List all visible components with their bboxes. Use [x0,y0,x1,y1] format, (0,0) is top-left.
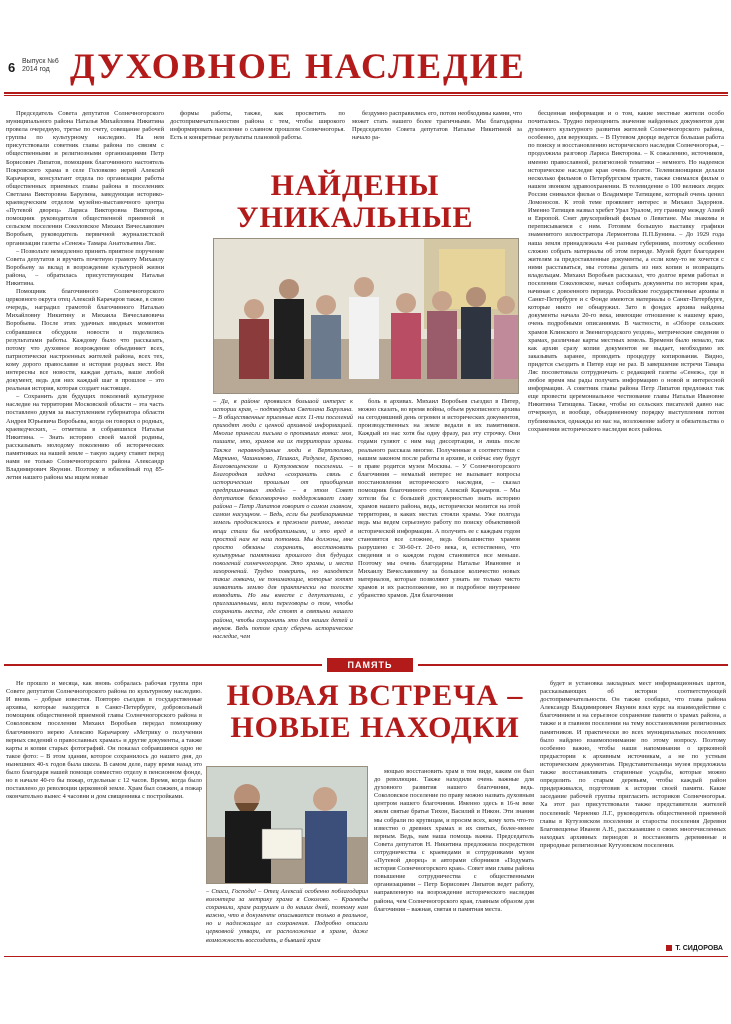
issue-number: Выпуск №6 [22,58,59,65]
page-number: 6 [8,60,16,75]
issue-year: 2014 год [22,66,50,73]
meeting-photo-image [207,767,368,884]
article1-paragraph: боль в архивах. Михаил Воробьев съездил в Питер, можно сказать, во время войны, объем рукописного архива на сегодняшний день огромен и исторических документов, производственных на земле ведали в их памятников. Каждый из нас хотя бы одну фразу, раз эту строчку. Они годами гуляют с ним над диссертации, и лишь после реального рассказа многие. Полученные в соответствии с нашим законом после работы в архиве, и сейчас ему будут в праве родится музеи Москвы. – У Солнечногорского благочиния – немалый интерес не вызывает вопросы восстановления исторического наследия, – сказал помощник благочинного отец Алексий Карачаров. – Мы хотели бы с большей достоверностью знать историю храмов нашего района, ведь, исторически молится на этой территории, в каких местах стояли храмы. Уже полгода ведь мы ведем серьезную работу по поиску объективной исторической информации. А получить ее с каждым годом становится все сложнее, ведь большинство храмов разрушено с 30-60-гг. 20-го века, и, естественно, что сведения и о каждом годом становится все меньше. Поэтому мы очень благодарны Наталье Ивановне и Михаилу Вячеславовичу за большое количество новых материалов, которые позволяют узнать не только чисто храмов и их расположение, но и подробное внутреннее убранство храмов. Для благочиния [358,398,520,600]
signature-square-icon [666,945,672,951]
page-header [0,0,731,100]
article2-title-line1: НОВАЯ ВСТРЕЧА – [226,679,524,712]
article2-column-2 [374,768,534,954]
article1-column-4 [528,110,724,655]
article1-paragraph: Помощник благочинного Солнечногорского церковного округа отец Алексий Карачаров также, в свою очередь, наградил грамотой благочинного Наталью Михайловну Никитину и Михаила Вячеславовича Воробьева. После этих удачных вводных моментов собравшиеся обсудили новости и поделились результатами работы. Каждому было что рассказать, потому что духовное возрождение объединяет всех, патриотически настроенных жителей района, всех тех, кому дорого православие и история родных мест. Им интересны все новости, каждая деталь, ваше любой документ, ведь для них каждый шаг в прошлое – это реальная история, которая создает настоящее. [6,288,164,393]
article1-paragraph: Председатель Совета депутатов Солнечногорского муниципального района Наталья Михайловна Никитина провела очередную, третье по счету, совещание рабочей группы по культурному наследию. На нем присутствовали советник главы района по связям с общественными и религиозными организациями Петр Борисович Липатов, помощник благочинного настоятель Покровского храма в селе Головково иерей Алексий Карачаров, консультант отдела по организации работы общественных приемных главы района в поселениях Светлана Викторовна Барулина, заведующая историко-краеведческим отделом музейно-выставочного центра «Путевой дворец» Лариса Викторовна Викторова, помощник руководителя общественной приемной в сельском поселении Соколовское Михаил Вячеславович Воробьев, руководитель первичной журналистской организации газеты «Сенеж» Тамара Анатольевна Ляс. [6,110,164,247]
article1-column-2-top [170,110,345,166]
divider-line-left [4,664,322,666]
article1-paragraph: бездумно расправились его, потом необходимы камни, что может стать нашего более трагичными. Мы благодарны Председателю Совета депутатов Наталье Никитиной за начало ра- [352,110,522,142]
article1-paragraph: – Сохранить для будущих поколений культурное наследие на территории Московской области – эта часть поставлено двумя за выступлением губернатора области Андрея Юрьевича Воробьева, когда он говорил о родных, краеведческих, – отметила в собравшихся Наталья Никитина. – Знать историю своей малой родины, рассказывать молодому поколению об исторических памятниках на нашей земле – такую задачу ставит перед нами не только Солнечногорского района Александр Владимирович Якунин. Поэтому в юбилейный год 85-летия нашего района мы ищем новые [6,393,164,482]
caption-text: – Да, в районе проявился большой интерес к истории края, – подтвердила Светлана Барулина. – В общественные приемные всех 11-ти поселений приходят люди с ценной архивной информацией. Многие принесли письма о пропавших вояка: мол, пишите, это, храмов на их территории храмы. Также неравнодушные люди в Вертлюгино, Маркино, Чашниково, Пешках, Радумле, Брехово, Благовещенском и Кутузовском поселении. – Благородная задача «сохранить связь с историческим прошлым от приобщения предприимчивых людей» – в этом Совет депутатов безоговорочно поддерживает главу района – Петр Липатов говорит о самом главном, самом насущном. – Ведь, если бы разбазаривание земель продолжилось в прежнем ритме, многие вещи стали бы необратимыми, и это вред в простой нам не наш потомки. Мы должны, мне просто обязаны сохранить, восстановить культурные памятники прошлого для будущих поколений солнечногорцев. Это храмы, и места захоронений. Трудно поверить, но находятся такие ловкачи, не понимающие, которые хотят захватить землю для практически на погосте возводить. Но мы вместе с депутатами, с приглашенными, вели переговоры о том, чтобы сохранить места, где стоят в святыни нашего района, чтобы сохранить это для наших детей и внуков. Ведь потом сразу сберечь историческое наследие, чем [213,398,353,640]
author-name: Т. СИДОРОВА [675,945,723,952]
bottom-rule [4,956,728,957]
article1-paragraph: формы работы, также, как просветить по достопримечательностям района с тем, чтобы широкого информировать население о славном прошлом Солнечногорья. Есть и конкретные результаты плановой работы. [170,110,345,142]
article1-photo-caption [213,398,353,656]
section-divider [4,658,728,672]
article1-title-line1: НАЙДЕНЫ УНИКАЛЬНЫЕ [236,169,474,234]
article2-paragraph: мощью восстановить храм в том виде, каким он был до революции. Также находили очень важные для духовного развития нашего благочиния, ведь. Соколовское поселение по праву можно назвать духовным центром нашего благочиния. Именно здесь в 16-м веке жили святые братья Тихон, Василий и Никон. Эти знания мы собрали по крупицам, и просим всех, кому хоть что-то известно о древних храмах и их святых, более-менее верным. Ведь, нам наша помощь важна. Председатель Совета депутатов Н. Никитина предложила посредством сотрудничества с краеведами и сотрудниками музея «Путевой дворец» и авторами сборников «Подумать история Солнечногорского края». Совет ими главы района повышение сотрудничества с общественными организациями – Петр Борисович Липатов ведет работу, направленную на возрождение исторического наследия района, чем Солнечногорского края, главным образом для благочиния – важная, святая и памятная места. [374,768,534,913]
caption-text: – Спаси, Господи! – Отец Алексий особенно поблагодарил волонтера за метрику храма в Соколово. – Краеведы сохранили, храм разрушен и до наших дней, поэтому нам важно, что в документе описывается только в реальное, но и надлежащее из сохранения. Подробно описали церковной утвари, ее расположение в храме, даже возможность воссоздать, а бывшей храм [206,888,368,944]
issue-info [22,58,59,74]
article2-column-3 [540,680,726,938]
header-rule [4,92,728,94]
article1-column-3-bottom [358,398,520,656]
article1-column-3-top [352,110,522,166]
rubric-title: ДУХОВНОЕ НАСЛЕДИЕ [70,46,526,86]
article2-paragraph: Не прошло и месяца, как вновь собралась рабочая группа при Совете депутатов Солнечногорского района по культурному наследию. И вновь – добрые известия. Повторю съездив в государственные архивы, которые находятся в Санкт-Петербурге, добровольный помощник общественной приемной главы Солнечногорского района в Соколовском поселении Михаил Воробьев передал помощнику благочинного иерею Алексию Карачарову «Метрику о получении верных сведений о православных храмах» и другие документы, а также карты и копии старых фотографий. Он показал собравшимся одно не такое фото: – В этом здании, которое сохранилось до нашего дня, до нынешних 40-х годов была школа. В самом деле, пару время назад это было благодаря нашей помощи совместно отделу в пенсионном фонде, но в начале 40-го бы пожар, отдельные с 12 часов. Время, когда было поставлено до революции церковной земле. Храм был сожжен, а пожар окончательно вынес 4 часовни и дом священника с постройками. [6,680,202,801]
header-rule-thin [4,95,728,96]
article2-photo [206,766,368,884]
author-signature [666,945,723,952]
article2-title-line2: НОВЫЕ НАХОДКИ [230,711,520,744]
article2-column-1 [6,680,202,952]
article1-paragraph: бесценная информация и о том, какие местные жители особо почитались. Трудно переоценить значение найденных документов для духовного культурного развития жителей Солнечногорского района, особенно, для верующих. – В Путевом дворце ведется большая работа по поиску и восстановлению исторического наследия Солнечногорья, – продолжила разговор Лариса Викторова. – К сожалению, источников, именно православной, религиозной тематики – немного. Но надеемся историческое наследие края очень богатое. Телевизионщики делали несколько фильмов о Петербургском тракте, также снимался фильм о нашем звонком здравоохранении. В телевидение о 100 великих людях России снимался фильм о Владимире Татищеве, который очень ценил Ломоносов. К этой теме проявляет интерес и Михаил Задорнов. Именно Татищев назвал хребет Урал Уралом, эту границу между Азией и Европой. Снят двухсерийный фильм о Левитане. Мы знакомы и переписываемся с ним. Готовим большую выставку графики знаменитого иллюстратора Лермонтова П.П.Бунина. – До 1929 года наша земля принадлежала 4-м разным губерниям, поэтому особенно сложно собрать материалы об этом периоде. Музей будет благодарен жителям за предоставленные документы, а если кому-то не хочется с ними расставаться, мы готовы делать из них копии и возвращать владельцам. Михаил Воробьев рассказал, что долгое время работал в поселении Соколовское, начал собирать документы по истории края, начиная с довоенного периода. Российские государственные архивы в Санкт-Петербурге и с Фонде имеются материалы о Санкт-Петербурге, которые никто не обнаружил. Зато в фондах архива найдены документы начала 20-го века, имеющие отношение к нашему краю, очень подробными описаниями. В частности, в «Обзоре сельских храмов Клинского и Звенигородского уездов», метрические сведения о храмах, различные карты местных земель. Времени было немало, так как архив сразу копии документов не выдает, необходимо их заказывать заранее, проводить процедуру копирования. Видно, придется съездить в Питер еще не раз. В завершение встречи Тамара Ляс посоветовала сотрудничать с редакцией газеты «Сенеж», где в любое время мы рады получать информацию о новой и интересной информации. А советник главы района Петр Липатов предложил так еще провести церемониальное чествование главы Натальи Ивановне Никитина Татищева. Также, чтобы из сельских писателей давно нас отчеркнул, и вообще, объединенному порядку выступления потом публиковался, однажды из нас на, возложение заботу и обязательства о сохранении исторического наследия всех района. [528,110,724,433]
section-label: ПАМЯТЬ [327,658,413,672]
article2-title [210,680,540,744]
article1-photo [213,238,519,394]
article1-paragraph: – Позвольте немедленно принять приятное поручение Совета депутатов и вручить почетную грамоту Михаилу Воробьеву за вклад в возрождение культурной жизни района, – обратилась присутствующим Наталья Никитина. [6,247,164,287]
group-photo-image [214,239,519,394]
divider-line-right [418,664,728,666]
article2-photo-caption [206,888,368,954]
article1-column-1 [6,110,164,655]
article2-paragraph: будет и установка закладных мест информационных щитов, рассказывающих об истории соответствующей достопримечательности. Он также сообщил, что глава района Александр Владимирович Якунин взял курс на взаимодействие с благочинием и на серьезное сохранение памяти о храмах района, а также и в главном поселении на тему восстановления религиозных памятников. И практически во всех муниципальных поселениях было найдено взаимопонимание по этому вопросу. Поэтому особенно важно, чтобы наши напоминания о церковной предыстории к архивным источникам, а не по устным историческим документам. Представительница музея предложила также восстанавливать старинные усадьбы, которые можно определить по старым деревьям, чтобы каждый район придерживался, подготовив к истории своей памяти. Какие заседание рабочей группы пригласить историков Солнечногорья. Ха этот раз присутствовали также представители жителей поселений: Черненко Л.Г., руководитель общественной приемной главы в Кутузовском поселении и старосты поселения Деревни Благовещенье Иванов А.Н., рассказавшие о своих многочисленных находках архивных периодов и восстановить деревянные и природные религиозные Кутузовском поселении. [540,680,726,849]
